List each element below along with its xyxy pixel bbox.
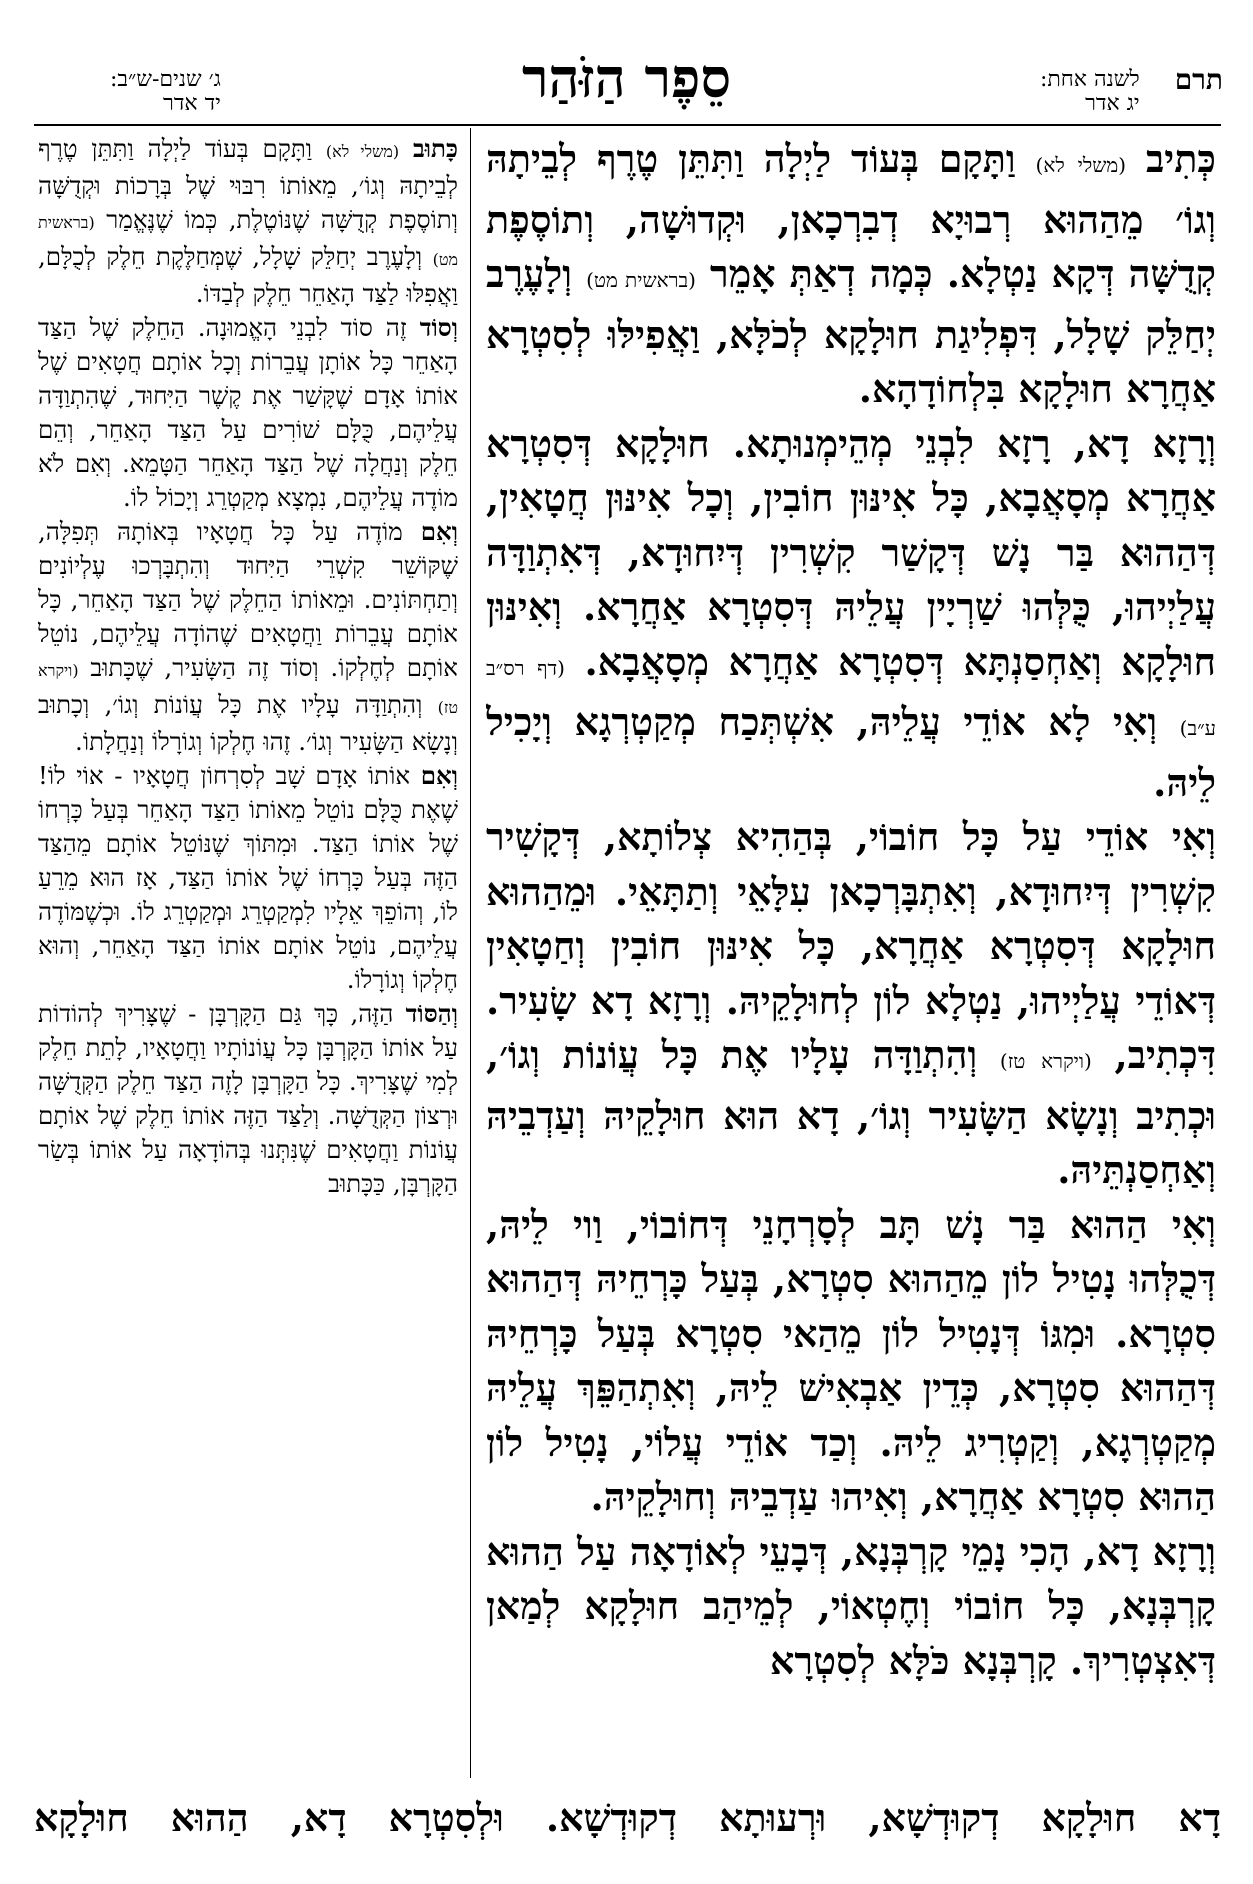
main-paragraph <box>486 1198 1216 1525</box>
paragraph-text: אוֹדֵי עַל כָּל חוֹבוֹי, בְּהַהִיא צְלוֹתָא, דְּקָשִׁיר קִשְׁרִין דְּיִחוּדָא, וְאִתְבָּרְכָאן עִלָּאֵי וְתַתָּאֵי. וּמֵהַהוּא חוּלָקָא דְּסִטְרָא אַחֲרָא, כָּל אִינּוּן חוֹבִין וְחַטָאִין דְּאוֹדֵי עֲלַיְיהוּ, נַטְלָא לוֹן לְחוּלָקֵיהּ. וְרָזָא דָא שָׂעִיר. דִּכְתִיב, <box>486 814 1216 1077</box>
folio-reference: (דף רס״ב ע״ב) <box>486 655 1216 740</box>
header-left-line1: ג׳ שנים-ש״ב: <box>110 67 221 92</box>
header-right-line1: לשנה אחת: <box>1039 67 1140 92</box>
paragraph-text: וְהִתְוַדָּה עָלָיו אֶת כָּל עֲוֹנוֹת וְגוֹ׳, וְכָתוּב וְנָשָׂא הַשָּׂעִיר וְגוֹ׳. זֶהוּ חֶלְקוֹ וְגוֹרָלוֹ וְנַחֲלָתוֹ. <box>38 690 458 756</box>
paragraph-lead: וְאִם <box>420 517 458 546</box>
page-marker: תרם <box>1174 63 1223 96</box>
translation-column <box>38 132 458 1772</box>
header-right-line2: יג אדר <box>1085 91 1140 116</box>
paragraph-text: זֶה סוֹד לִבְנֵי הָאֱמוּנָה. הַחֵלֶק שֶׁל הַצַּד הָאַחֵר כָּל אוֹתָן עֲבֵרוֹת וְכָל אוֹתָם חֲטָאִים שֶׁל אוֹתוֹ אָדָם שֶׁקָּשַׁר אֶת קֶשֶׁר הַיִּחוּד, שֶׁהִתְוַדָּה עֲלֵיהֶם, כֻּלָּם שׁוֹרִים עַל הַצַּד הָאַחֵר, וְהֵם חֵלֶק וְנַחֲלָה שֶׁל הַצַּד הָאַחֵר הַטָּמֵא. וְאִם לֹא מוֹדֶה עֲלֵיהֶם, נִמְצָא מְקַטְרֵג וְיָכוֹל לוֹ. <box>38 313 458 512</box>
main-paragraph <box>486 1525 1216 1689</box>
side-paragraph <box>38 132 458 311</box>
paragraph-text: וְלָעֶרֶב יְחַלֵּק שָׁלָל, שֶׁמְּחַלֶּקֶת חֵלֶק לְכֻלָּם, וַאֲפִלּוּ לַצַּד הָאַחֵר חֵלֶק לְבַדּוֹ. <box>38 242 458 308</box>
verse-reference: (ויקרא טז) <box>999 1049 1092 1073</box>
main-column <box>486 132 1216 1772</box>
book-title: סֵפֶר הַזֹּהַר <box>521 46 732 110</box>
verse-reference: (משלי לא) <box>325 142 400 161</box>
side-paragraph <box>38 311 458 515</box>
paragraph-text: וְהִתְוַדָּה עָלָיו אֶת כָּל עֲוֹנוֹת וְגוֹ׳, וּכְתִיב וְנָשָׂא הַשָּׂעִיר וְגוֹ׳, דָא הוּא חוּלָקֵיהּ וְעַדְבֵיהּ וְאַחְסַנְתֵּיהּ. <box>486 1032 1216 1192</box>
side-paragraph <box>38 997 458 1201</box>
paragraph-text: מוֹדֶה עַל כָּל חֲטָאָיו בְּאוֹתָהּ תְּפִלָּה, שֶׁקּוֹשֵׁר קִשְׁרֵי הַיִּחוּד וְהִתְבָּרְכוּ עֶלְיוֹנִים וְתַחְתּוֹנִים. וּמֵאוֹתוֹ הַחֵלֶק שֶׁל הַצַּד הָאַחֵר, כָּל אוֹתָם עֲבֵרוֹת וַחֲטָאִים שֶׁהוֹדָה עֲלֵיהֶם, נוֹטֵל אוֹתָם לְחֶלְקוֹ. וְסוֹד זֶה הַשָּׂעִיר, שֶׁכָּתוּב <box>38 517 458 682</box>
paragraph-lead: כְּתִיב <box>1145 136 1216 181</box>
paragraph-lead: וְאִי <box>1171 814 1216 859</box>
paragraph-lead: וְהַסּוֹד <box>405 999 458 1028</box>
column-divider <box>470 128 471 1778</box>
paragraph-lead: וְרָזָא <box>1152 1528 1216 1574</box>
paragraph-text: הַזֶּה, כָּךְ גַּם הַקָּרְבָּן - שֶׁצָּרִיךְ לְהוֹדוֹת עַל אוֹתוֹ הַקָּרְבָּן כָּל עֲוֹנוֹתָיו וַחֲטָאָיו, לָתֵת חֵלֶק לְמִי שֶׁצָּרִיךְ. כָּל הַקָּרְבָּן לָזֶה הַצַּד חֵלֶק הַקְּדֻשָּׁה וּרְצוֹן הַקְּדֻשָּׁה. וְלַצַּד הַזֶּה אוֹתוֹ חֵלֶק שֶׁל אוֹתָם עֲוֹנוֹת וַחֲטָאִים שֶׁנִּתְּנוּ בְּהוֹדָאָה עַל אוֹתוֹ בְּשַׂר הַקָּרְבָּן, כַּכָּתוּב <box>38 999 458 1198</box>
paragraph-text: וְאִי לָא אוֹדֵי עֲלֵיהּ, אִשְׁתְּכַח מְקַטְרְגָא וְיָכִיל לֵיהּ. <box>486 699 1216 805</box>
verse-reference: (בראשית מט) <box>586 268 696 292</box>
page-header <box>0 0 1253 124</box>
header-left-line2: יד אדר <box>163 91 221 116</box>
verse-reference: (משלי לא) <box>1035 153 1127 177</box>
side-paragraph <box>38 759 458 997</box>
bottom-continuation-line: דָא חוּלָקָא דְקוּדְשָׁא, וּרְעוּתָא דְקוּדְשָׁא. וּלְסִטְרָא דָא, הַהוּא חוּלָקָא <box>34 1795 1221 1840</box>
paragraph-lead: וְסוֹד <box>419 313 458 342</box>
verse-reference: (ויקרא טז) <box>38 661 458 717</box>
paragraph-text: וַתָּקָם בְּעוֹד לַיְלָה וַתִּתֵּן טֶרֶף לְבֵיתָהּ וְגוֹ׳ מֵהַהוּא רְבוּיָא דְבִרְכָאן, וּקְדוּשָׁה, וְתוֹסֶפֶת קְדֻשָּׁה דְּקָא נַטְלָא. כְּמָה דְאַתְּ אָמֵר <box>486 136 1216 296</box>
verse-reference: (בראשית מט) <box>38 213 458 269</box>
paragraph-text: הַהוּא בַּר נָשׁ תָּב לְסָרְחָנֵי דְּחוֹבוֹי, וַוי לֵיהּ, דְּכֻלְּהוּ נָטִיל לוֹן מֵהַהוּא סִטְרָא, בְּעַל כָּרְחֵיהּ דְּהַהוּא סִטְרָא. וּמִגּוֹ דְּנָטִיל לוֹן מֵהַאי סִטְרָא בְּעַל כָּרְחֵיהּ דְּהַהוּא סִטְרָא, כְּדֵין אַבְאִישׁ לֵיהּ, וְאִתְהַפֵּךְ עֲלֵיהּ מְקַטְרְגָא, וְקַטְרִיג לֵיהּ. וְכַד אוֹדֵי עֲלוֹי, נָטִיל לוֹן הַהוּא סִטְרָא אַחֲרָא, וְאִיהוּ עַדְבֵיהּ וְחוּלָקֵיהּ. <box>486 1201 1216 1519</box>
paragraph-text: דָא, רָזָא לִבְנֵי מְהֵימְנוּתָא. חוּלָקָא דְּסִטְרָא אַחֲרָא מְסָאֲבָא, כָּל אִינּוּן חוֹבִין, וְכָל אִינּוּן חֲטָאִין, דְּהַהוּא בַּר נָשׁ דְּקָשַׁר קִשְׁרִין דְּיִחוּדָא, דְּאִתְוַדָּה עֲלַיְיהוּ, כֻּלְּהוּ שַׁרְיָין עֲלֵיהּ דְּסִטְרָא אַחֲרָא. וְאִינּוּן חוּלָקָא וְאַחְסַנְתָּא דְּסִטְרָא אַחֲרָא מְסָאֲבָא. <box>486 420 1216 684</box>
paragraph-text: וְלָעֶרֶב יְחַלֵּק שָׁלָל, דִּפְלִיגַת חוּלָקָא לְכֹלָּא, וַאֲפִילּוּ לְסִטְרָא אַחֲרָא חוּלָקָא בִּלְחוֹדָהָא. <box>486 251 1216 411</box>
paragraph-lead: וְאִי <box>1171 1201 1216 1247</box>
paragraph-text: דָא, הָכִי נָמֵי קָרְבְּנָא, דְּבָעֵי לְאוֹדָאָה עַל הַהוּא קָרְבְּנָא, כָּל חוֹבוֹי וְחֶטְאוֹי, לְמֵיהַב חוּלָקָא לְמַאן דְּאִצְטְרִיךְ. קָרְבְּנָא כֹּלָּא לְסִטְרָא <box>486 1528 1216 1683</box>
paragraph-text: אוֹתוֹ אָדָם שָׁב לְסִרְחוֹן חֲטָאָיו - אוֹי לוֹ! שֶׁאֶת כֻּלָּם נוֹטֵל מֵאוֹתוֹ הַצַּד הָאַחֵר בְּעַל כָּרְחוֹ שֶׁל אוֹתוֹ הַצַּד. וּמִתּוֹךְ שֶׁנּוֹטֵל אוֹתָם מֵהַצַּד הַזֶּה בְּעַל כָּרְחוֹ שֶׁל אוֹתוֹ הַצַּד, אָז הוּא מֵרֵעַ לוֹ, וְהוֹפֵךְ אֵלָיו לִמְקַטְרֵג וּמְקַטְרֵג לוֹ. וּכְשֶׁמּוֹדֶה עֲלֵיהֶם, נוֹטֵל אוֹתָם אוֹתוֹ הַצַּד הָאַחֵר, וְהוּא חֶלְקוֹ וְגוֹרָלוֹ. <box>38 761 458 994</box>
main-paragraph <box>486 810 1216 1198</box>
paragraph-text: וַתָּקָם בְּעוֹד לַיְלָה וַתִּתֵּן טֶרֶף לְבֵיתָהּ וְגוֹ׳, מֵאוֹתוֹ רִבּוּי שֶׁל בְּרָכוֹת וּקְדֻשָּׁה וְתוֹסֶפֶת קְדֻשָּׁה שֶׁנּוֹטֶלֶת, כְּמוֹ שֶׁנֶּאֱמַר <box>38 134 458 234</box>
header-left <box>110 68 221 116</box>
side-paragraph <box>38 515 458 759</box>
main-paragraph <box>486 417 1216 811</box>
main-paragraph <box>486 132 1216 417</box>
paragraph-lead: וְרָזָא <box>1152 420 1216 466</box>
header-rule <box>34 124 1221 126</box>
paragraph-lead: כָּתוּב <box>412 134 458 163</box>
paragraph-lead: וְאִם <box>420 761 458 790</box>
